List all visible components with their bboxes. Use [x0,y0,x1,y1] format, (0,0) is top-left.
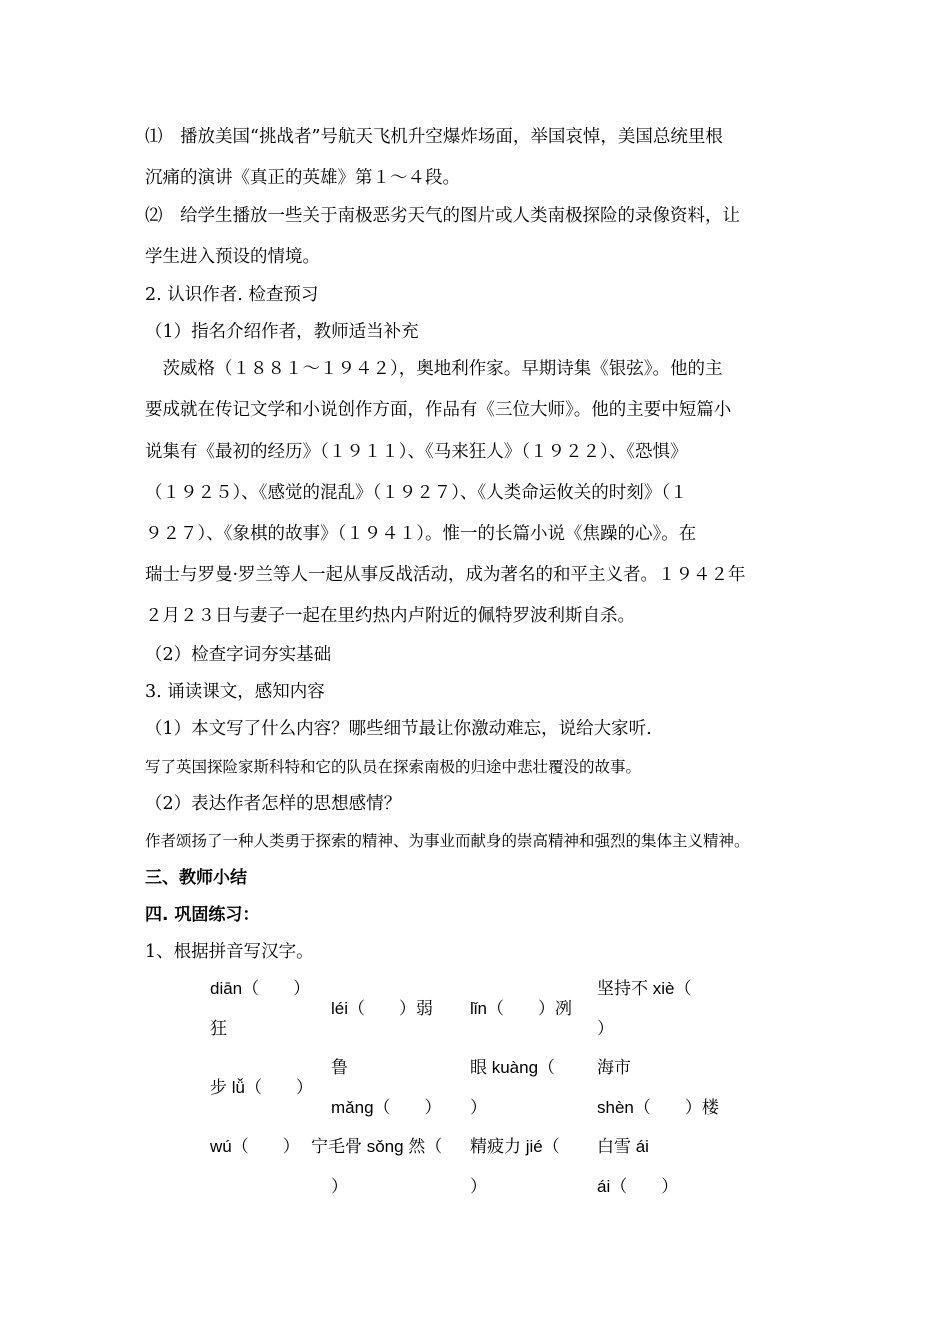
text-line: ⑴ 播放美国“挑战者”号航天飞机升空爆炸场面，举国哀悼，美国总统里根 [145,127,723,147]
exercise-cell: ） [470,1098,487,1118]
exercise-cell: 鲁 [331,1058,348,1078]
text-line: 瑞士与罗曼·罗兰等人一起从事反战活动，成为著名的和平主义者。１９４２年 [145,565,746,585]
text-line: ⑵ 给学生播放一些关于南极恶劣天气的图片或人类南极探险的录像资料，让 [145,206,740,226]
text-line: 学生进入预设的情境。 [145,247,320,267]
text-line: 茨威格（１８８１～１９４２），奥地利作家。早期诗集《银弦》。他的主 [145,359,723,379]
text-line: 要成就在传记文学和小说创作方面，作品有《三位大师》。他的主要中短篇小 [145,400,732,420]
text-line: 1、根据拼音写汉字。 [145,942,314,962]
text-line: （2）检查字词夯实基础 [145,645,332,665]
exercise-cell: 白雪 ái [597,1137,649,1156]
section-heading: 四. 巩固练习： [145,905,260,925]
exercise-cell: ái（ ） [597,1177,679,1196]
exercise-cell: 精疲力 jié（ [470,1137,560,1156]
text-line: （１９２５）、《感觉的混乱》（１９２７）、《人类命运攸关的时刻》（１ [145,483,688,503]
section-heading: 三、教师小结 [145,868,247,888]
exercise-cell: ） [597,1019,614,1039]
exercise-cell: 海市 [597,1058,631,1078]
exercise-cell: ） [470,1177,487,1197]
answer-line: 写了英国探险家斯科特和它的队员在探索南极的归途中悲壮覆没的故事。 [145,758,642,776]
exercise-cell: 眼 kuàng（ [470,1058,556,1077]
section-heading: 3. 诵读课文，感知内容 [145,682,325,702]
text-line: 说集有《最初的经历》（１９１１）、《马来狂人》（１９２２）、《恐惧》 [145,442,688,462]
exercise-cell: diān（ ） [210,979,311,998]
section-heading: 2. 认识作者. 检查预习 [145,285,319,305]
exercise-cell: 坚持不 xiè（ [597,979,692,998]
text-line: （2）表达作者怎样的思想感情？ [145,794,402,814]
exercise-cell: ） [331,1177,348,1197]
answer-line: 作者颂扬了一种人类勇于探索的精神、为事业而献身的崇高精神和强烈的集体主义精神。 [145,832,750,850]
text-line: ９２７）、《象棋的故事》（１９４１）。惟一的长篇小说《焦躁的心》。在 [145,524,697,544]
text-line: 沉痛的演讲《真正的英雄》第１～４段。 [145,168,460,188]
text-line: （1）本文写了什么内容？哪些细节最让你激动难忘，说给大家听. [145,719,652,739]
exercise-cell: 步 lǚ（ ） [210,1078,313,1097]
exercise-cell: 狂 [210,1019,227,1039]
text-line: （1）指名介绍作者，教师适当补充 [145,322,419,342]
exercise-cell: lǐn（ ）冽 [470,999,573,1018]
exercise-cell: mǎng（ ） [331,1098,442,1117]
exercise-cell: wú（ ） [210,1137,300,1156]
exercise-cell: 宁毛骨 sǒng 然（ [311,1137,443,1156]
exercise-cell: léi（ ）弱 [331,999,434,1018]
exercise-cell: shèn（ ）楼 [597,1098,719,1117]
text-line: ２月２３日与妻子一起在里约热内卢附近的佩特罗波利斯自杀。 [145,606,635,626]
